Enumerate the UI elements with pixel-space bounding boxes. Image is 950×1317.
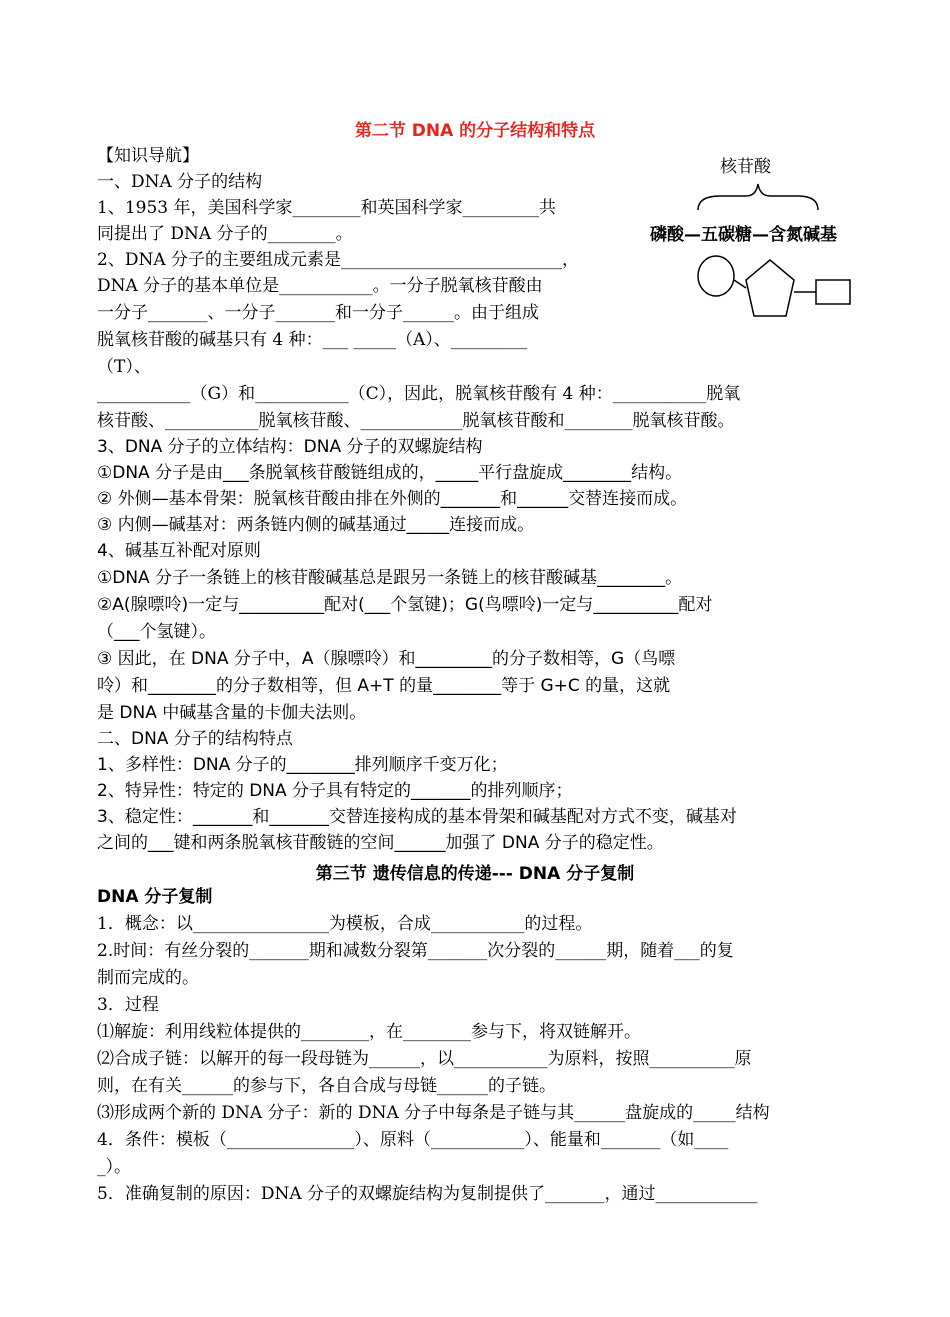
phosphate-circle-icon (698, 256, 734, 296)
text-line: 一、DNA 分子的结构 (97, 172, 263, 192)
text-line: 4、碱基互补配对原则 (97, 541, 261, 561)
text-line: 制而完成的。 (97, 968, 199, 988)
sugar-pentagon-icon (746, 260, 794, 316)
text-line: ___________（G）和___________（C），因此，脱氧核苷酸有 4 种：___________脱氧 (97, 384, 741, 404)
text-line: 2、DNA 分子的主要组成元素是__________________________， (97, 250, 580, 270)
text-line: ③ 因此，在 DNA 分子中，A（腺嘌呤）和_________的分子数相等，G（鸟嘌 (97, 649, 676, 669)
text-line: 一分子_______、一分子_______和一分子______。由于组成 (97, 303, 539, 323)
nucleotide-diagram (650, 252, 870, 332)
text-line: （___个氢键）。 (97, 622, 216, 642)
text-line: ③ 内侧—碱基对：两条链内侧的碱基通过_____连接而成。 (97, 515, 535, 535)
subsection-title: DNA 分子复制 (97, 887, 213, 907)
text-line: ⑴解旋：利用线粒体提供的________，在________参与下，将双链解开。 (97, 1022, 641, 1042)
text-line: 1、1953 年，美国科学家________和英国科学家_________共 (97, 198, 556, 218)
text-line: 是 DNA 中碱基含量的卡伽夫法则。 (97, 703, 367, 723)
figure-label-nucleotide: 核苷酸 (720, 157, 771, 177)
text-line: 4．条件：模板（_______________）、原料（___________）、能量和_______（如____ (97, 1130, 729, 1150)
text-line: ⑵合成子链：以解开的每一段母链为______，以___________为原料，按照__________原 (97, 1049, 752, 1069)
text-line: ①DNA 分子一条链上的核苷酸碱基总是跟另一条链上的核苷酸碱基________。 (97, 568, 683, 588)
text-line: 脱氧核苷酸的碱基只有 4 种：___ _____（A）、_________ (97, 330, 528, 350)
figure-label-components: 磷酸—五碳糖—含氮碱基 (650, 225, 837, 245)
text-line: 之间的___键和两条脱氧核苷酸链的空间______加强了 DNA 分子的稳定性。 (97, 833, 664, 853)
text-line: 1．概念：以________________为模板，合成___________的过程。 (97, 914, 593, 934)
text-line: 【知识导航】 (97, 146, 199, 166)
section-title: 第三节 遗传信息的传递--- DNA 分子复制 (315, 864, 635, 884)
text-line: ② 外侧—基本骨架：脱氧核苷酸由排在外侧的_______和______交替连接而成。 (97, 489, 688, 509)
text-line: 呤）和________的分子数相等，但 A+T 的量________等于 G+C 的量，这就 (97, 676, 671, 696)
nucleotide-figure (650, 152, 870, 332)
text-line: 3．过程 (97, 995, 159, 1015)
base-square-icon (816, 280, 850, 304)
text-line: ①DNA 分子是由___条脱氧核苷酸链组成的，_____平行盘旋成________结构。 (97, 463, 683, 483)
text-line: 3、DNA 分子的立体结构：DNA 分子的双螺旋结构 (97, 437, 483, 457)
text-line: 二、DNA 分子的结构特点 (97, 729, 293, 749)
text-line: （T）、 (97, 357, 151, 377)
text-line: 5．准确复制的原因：DNA 分子的双螺旋结构为复制提供了_______，通过____________ (97, 1184, 758, 1204)
text-line: ⑶形成两个新的 DNA 分子：新的 DNA 分子中每条是子链与其______盘旋成的_____结构 (97, 1103, 770, 1123)
text-line: 3、稳定性：_______和_______交替连接构成的基本骨架和碱基配对方式不变，碱基对 (97, 807, 737, 827)
page-title: 第二节 DNA 的分子结构和特点 (354, 121, 596, 141)
text-line: 1、多样性：DNA 分子的________排列顺序千变万化； (97, 755, 508, 775)
text-line: ②A(腺嘌呤)一定与__________配对(___个氢键)；G(鸟嘌呤)一定与__________配对 (97, 595, 713, 615)
text-line: 2、特异性：特定的 DNA 分子具有特定的_______的排列顺序； (97, 781, 573, 801)
brace-icon (650, 174, 870, 214)
text-line: 核苷酸、___________脱氧核苷酸、____________脱氧核苷酸和________脱氧核苷酸。 (97, 411, 735, 431)
text-line: 2.时间：有丝分裂的_______期和减数分裂第_______次分裂的______期，随着___的复 (97, 941, 734, 961)
text-line: 则，在有关______的参与下，各自合成与母链______的子链。 (97, 1076, 556, 1096)
text-line: 同提出了 DNA 分子的________。 (97, 224, 353, 244)
text-line: _）。 (97, 1157, 131, 1177)
text-line: DNA 分子的基本单位是___________。一分子脱氧核苷酸由 (97, 276, 543, 296)
